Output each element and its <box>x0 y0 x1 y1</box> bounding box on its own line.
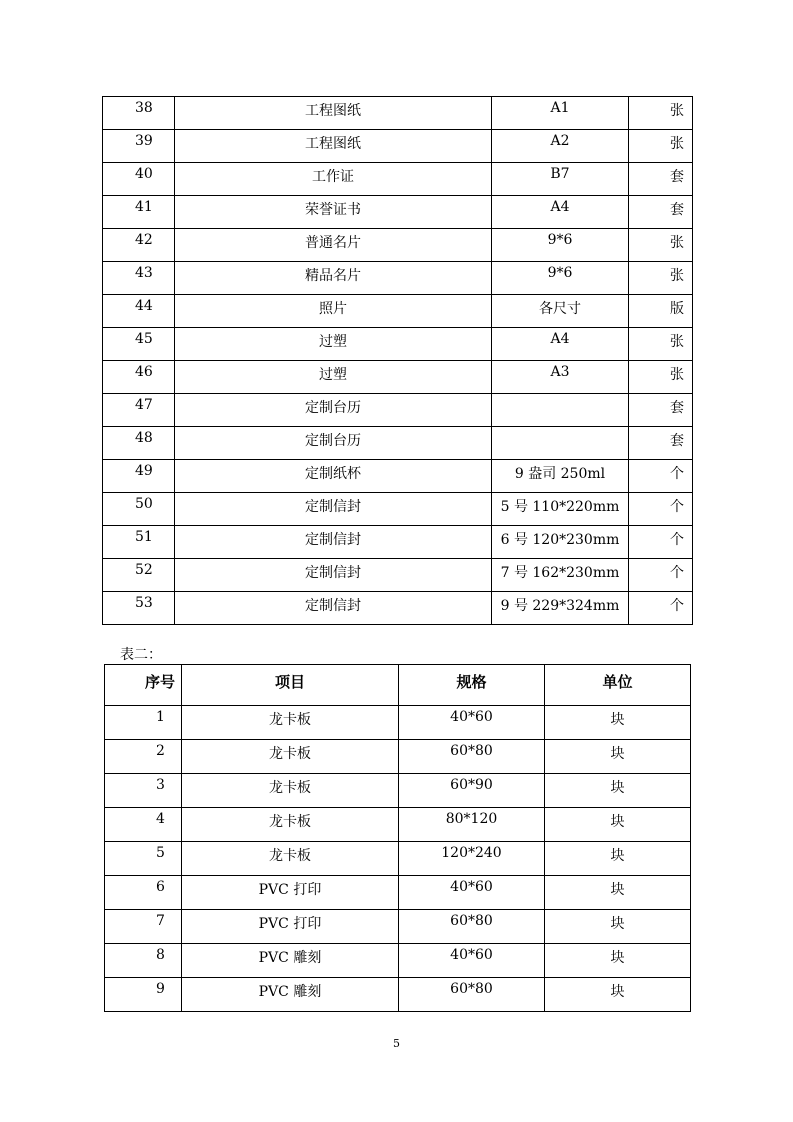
cell-unit: 个 <box>629 559 693 592</box>
cell-spec: A2 <box>492 130 629 163</box>
table-row <box>103 163 693 196</box>
cell-item: 定制信封 <box>175 526 492 559</box>
cell-no: 47 <box>103 394 175 427</box>
cell-spec: 9*6 <box>492 262 629 295</box>
cell-item: 龙卡板 <box>182 706 399 740</box>
cell-spec: A4 <box>492 196 629 229</box>
cell-unit: 块 <box>545 978 691 1012</box>
cell-unit: 块 <box>545 774 691 808</box>
cell-unit: 块 <box>545 740 691 774</box>
cell-item: 过塑 <box>175 361 492 394</box>
cell-spec: 60*80 <box>399 740 545 774</box>
cell-no: 51 <box>103 526 175 559</box>
cell-item: 工作证 <box>175 163 492 196</box>
cell-item: 定制台历 <box>175 427 492 460</box>
cell-no: 46 <box>103 361 175 394</box>
cell-spec <box>492 427 629 460</box>
cell-spec: 7 号 162*230mm <box>492 559 629 592</box>
table-row <box>105 978 691 1012</box>
cell-spec: 60*90 <box>399 774 545 808</box>
cell-no: 9 <box>105 978 182 1012</box>
cell-no: 43 <box>103 262 175 295</box>
cell-spec: 9 盎司 250ml <box>492 460 629 493</box>
cell-item: 定制纸杯 <box>175 460 492 493</box>
cell-unit: 套 <box>629 196 693 229</box>
cell-item: 工程图纸 <box>175 97 492 130</box>
table-row <box>105 876 691 910</box>
cell-unit: 张 <box>629 97 693 130</box>
cell-no: 39 <box>103 130 175 163</box>
cell-item: 过塑 <box>175 328 492 361</box>
table2-body <box>105 706 691 1012</box>
cell-unit: 张 <box>629 328 693 361</box>
table-row <box>105 910 691 944</box>
cell-spec: 9*6 <box>492 229 629 262</box>
table-row <box>105 706 691 740</box>
cell-item: 定制台历 <box>175 394 492 427</box>
cell-item: 龙卡板 <box>182 808 399 842</box>
cell-unit: 版 <box>629 295 693 328</box>
table-row <box>103 361 693 394</box>
cell-spec: 40*60 <box>399 876 545 910</box>
table-row <box>103 295 693 328</box>
cell-no: 40 <box>103 163 175 196</box>
cell-spec: 9 号 229*324mm <box>492 592 629 625</box>
cell-item: 龙卡板 <box>182 774 399 808</box>
cell-no: 42 <box>103 229 175 262</box>
table-row <box>105 808 691 842</box>
cell-spec: A3 <box>492 361 629 394</box>
cell-unit: 套 <box>629 163 693 196</box>
cell-no: 45 <box>103 328 175 361</box>
cell-no: 7 <box>105 910 182 944</box>
cell-item: 龙卡板 <box>182 740 399 774</box>
cell-unit: 张 <box>629 130 693 163</box>
cell-no: 6 <box>105 876 182 910</box>
cell-no: 8 <box>105 944 182 978</box>
table-row <box>103 394 693 427</box>
cell-spec: 6 号 120*230mm <box>492 526 629 559</box>
cell-item: PVC 雕刻 <box>182 978 399 1012</box>
cell-no: 4 <box>105 808 182 842</box>
cell-no: 53 <box>103 592 175 625</box>
cell-unit: 套 <box>629 394 693 427</box>
cell-no: 5 <box>105 842 182 876</box>
table1-body <box>103 97 693 625</box>
table-row <box>103 592 693 625</box>
cell-unit: 张 <box>629 262 693 295</box>
table-row <box>103 97 693 130</box>
cell-no: 38 <box>103 97 175 130</box>
cell-spec: 40*60 <box>399 706 545 740</box>
cell-no: 48 <box>103 427 175 460</box>
cell-unit: 块 <box>545 910 691 944</box>
cell-no: 52 <box>103 559 175 592</box>
cell-item: 定制信封 <box>175 592 492 625</box>
cell-unit: 块 <box>545 808 691 842</box>
table-row <box>105 740 691 774</box>
cell-spec: 60*80 <box>399 910 545 944</box>
cell-item: PVC 雕刻 <box>182 944 399 978</box>
cell-unit: 张 <box>629 361 693 394</box>
cell-unit: 个 <box>629 526 693 559</box>
table-row <box>103 460 693 493</box>
price-table-2 <box>104 664 691 1012</box>
cell-no: 3 <box>105 774 182 808</box>
cell-spec: 40*60 <box>399 944 545 978</box>
cell-spec: 各尺寸 <box>492 295 629 328</box>
table2-header-row <box>105 665 691 706</box>
cell-item: 定制信封 <box>175 559 492 592</box>
cell-unit: 块 <box>545 706 691 740</box>
table-row <box>103 427 693 460</box>
header-item: 项目 <box>182 665 399 706</box>
price-table-1 <box>102 96 693 625</box>
page-number: 5 <box>393 1037 400 1050</box>
cell-item: PVC 打印 <box>182 910 399 944</box>
table-row <box>103 559 693 592</box>
cell-item: 龙卡板 <box>182 842 399 876</box>
cell-item: 精品名片 <box>175 262 492 295</box>
cell-no: 2 <box>105 740 182 774</box>
cell-spec: A1 <box>492 97 629 130</box>
cell-unit: 块 <box>545 944 691 978</box>
cell-unit: 套 <box>629 427 693 460</box>
cell-item: 照片 <box>175 295 492 328</box>
header-spec: 规格 <box>399 665 545 706</box>
table2-caption: 表二： <box>120 647 162 663</box>
table-row <box>103 262 693 295</box>
table-row <box>103 328 693 361</box>
cell-no: 44 <box>103 295 175 328</box>
cell-unit: 个 <box>629 493 693 526</box>
table-row <box>103 196 693 229</box>
table-row <box>103 130 693 163</box>
cell-item: 普通名片 <box>175 229 492 262</box>
cell-spec: B7 <box>492 163 629 196</box>
table-row <box>105 774 691 808</box>
cell-spec: 60*80 <box>399 978 545 1012</box>
header-no: 序号 <box>105 665 182 706</box>
cell-item: 工程图纸 <box>175 130 492 163</box>
cell-spec: 120*240 <box>399 842 545 876</box>
cell-spec: 80*120 <box>399 808 545 842</box>
cell-no: 41 <box>103 196 175 229</box>
table-row <box>103 229 693 262</box>
cell-unit: 块 <box>545 842 691 876</box>
table-row <box>105 842 691 876</box>
table-row <box>103 493 693 526</box>
table-row <box>103 526 693 559</box>
cell-unit: 个 <box>629 460 693 493</box>
cell-spec: 5 号 110*220mm <box>492 493 629 526</box>
cell-unit: 张 <box>629 229 693 262</box>
cell-no: 1 <box>105 706 182 740</box>
table-row <box>105 944 691 978</box>
cell-spec: A4 <box>492 328 629 361</box>
cell-no: 49 <box>103 460 175 493</box>
cell-item: 定制信封 <box>175 493 492 526</box>
cell-unit: 块 <box>545 876 691 910</box>
cell-item: 荣誉证书 <box>175 196 492 229</box>
cell-no: 50 <box>103 493 175 526</box>
header-unit: 单位 <box>545 665 691 706</box>
cell-item: PVC 打印 <box>182 876 399 910</box>
cell-unit: 个 <box>629 592 693 625</box>
cell-spec <box>492 394 629 427</box>
